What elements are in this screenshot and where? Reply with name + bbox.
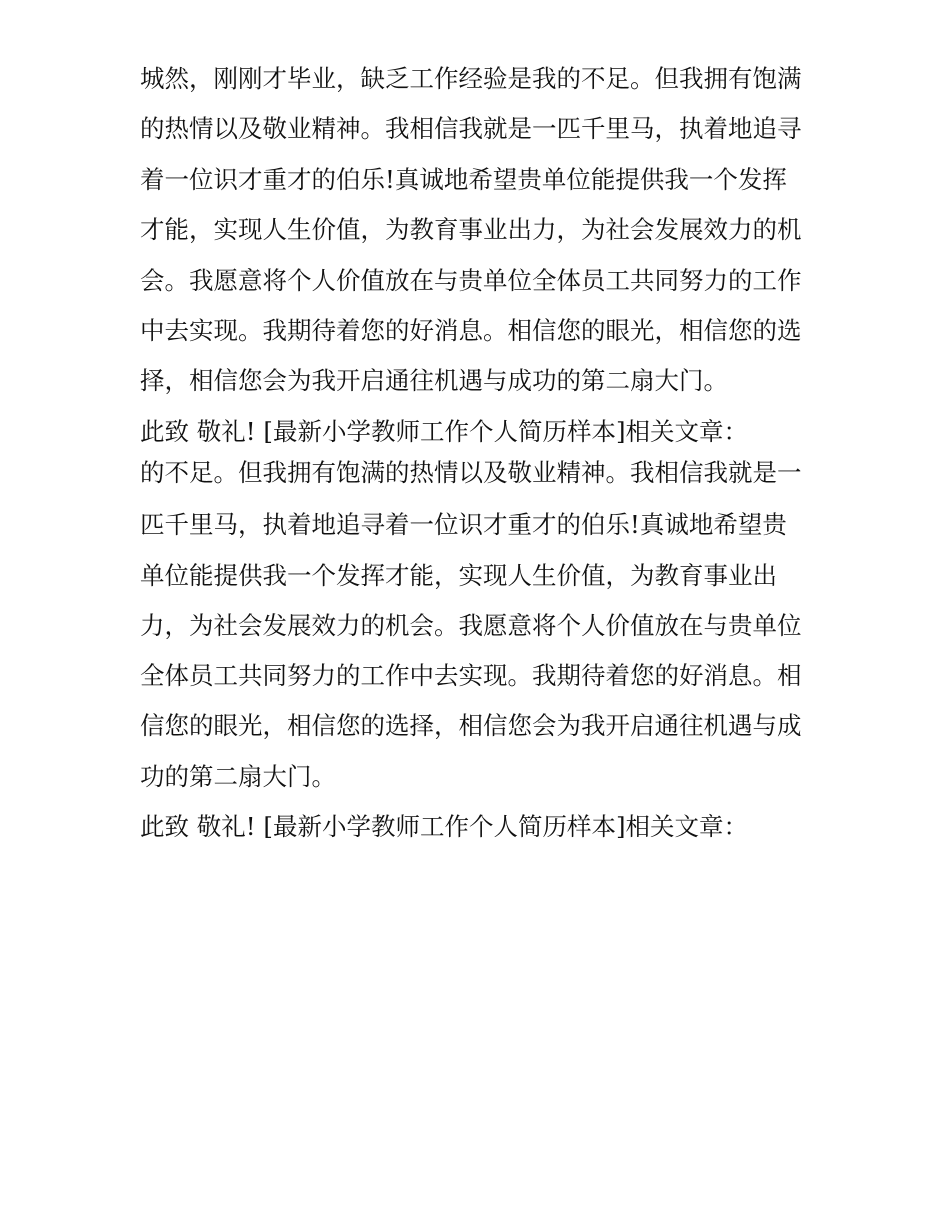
paragraph1-line-5: 会。我愿意将个人价值放在与贵单位全体员工共同努力的工作 xyxy=(140,266,802,295)
paragraph1-line-3: 着一位识才重才的伯乐!真诚地希望贵单位能提供我一个发挥 xyxy=(140,165,787,194)
paragraph2-line-4: 力，为社会发展效力的机会。我愿意将个人价值放在与贵单位 xyxy=(140,611,802,640)
paragraph2-line-5: 全体员工共同努力的工作中去实现。我期待着您的好消息。相 xyxy=(140,661,802,690)
paragraph1-line-6: 中去实现。我期待着您的好消息。相信您的眼光，相信您的选 xyxy=(140,316,802,345)
paragraph1-line-7: 择，相信您会为我开启通往机遇与成功的第二扇大门。 xyxy=(140,366,728,395)
paragraph2-line-3: 单位能提供我一个发挥才能，实现人生价值，为教育事业出 xyxy=(140,561,777,590)
paragraph1-line-2: 的热情以及敬业精神。我相信我就是一匹千里马，执着地追寻 xyxy=(140,114,802,143)
paragraph2-line-6: 信您的眼光，相信您的选择，相信您会为我开启通往机遇与成 xyxy=(140,711,802,740)
closing-line-2: 此致 敬礼! [最新小学教师工作个人简历样本]相关文章： xyxy=(140,812,749,841)
paragraph1-line-1: 城然，刚刚才毕业，缺乏工作经验是我的不足。但我拥有饱满 xyxy=(140,64,802,93)
paragraph2-line-1: 的不足。但我拥有饱满的热情以及敬业精神。我相信我就是一 xyxy=(140,458,802,487)
paragraph2-line-7: 功的第二扇大门。 xyxy=(140,762,336,791)
paragraph1-line-4: 才能，实现人生价值，为教育事业出力，为社会发展效力的机 xyxy=(140,215,802,244)
closing-line-1: 此致 敬礼! [最新小学教师工作个人简历样本]相关文章： xyxy=(140,417,749,446)
paragraph2-line-2: 匹千里马，执着地追寻着一位识才重才的伯乐!真诚地希望贵 xyxy=(140,510,787,539)
